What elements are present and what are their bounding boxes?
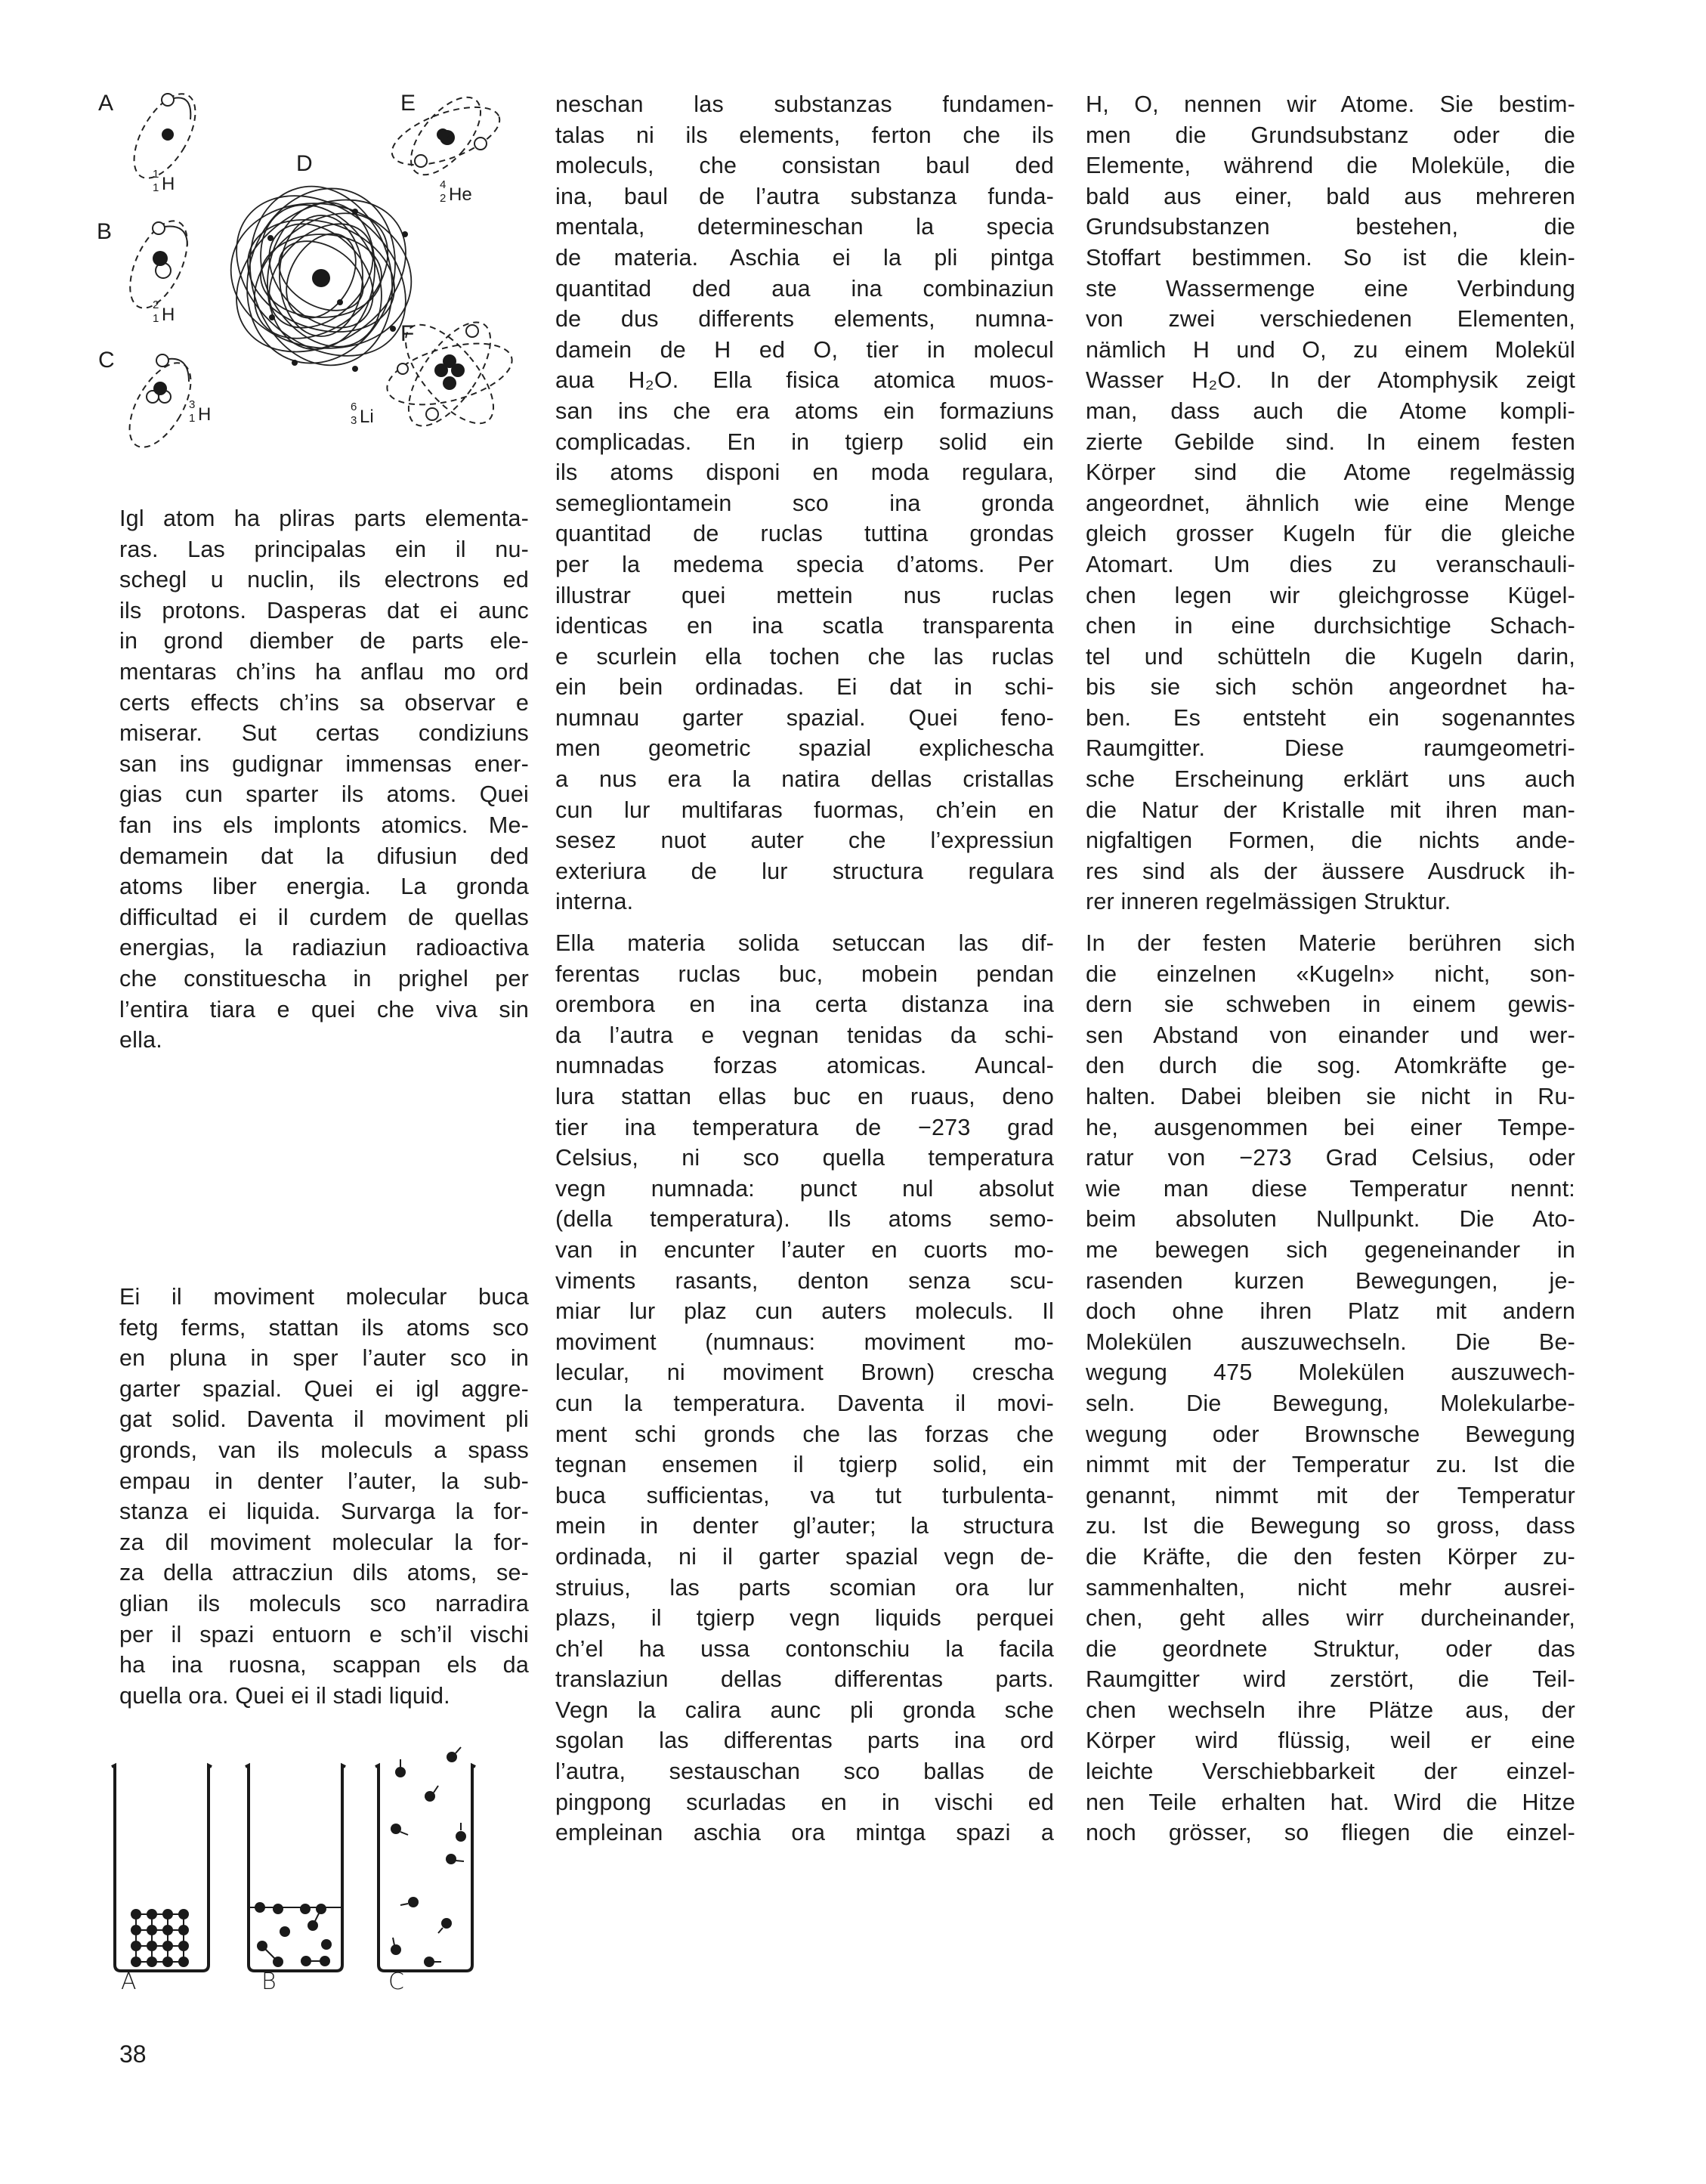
isotope-li6: 6 3 Li: [351, 401, 374, 427]
text-line: glian ils moleculs sco narradira: [119, 1590, 529, 1616]
text-line: identicas en ina scatla transparenta: [555, 613, 1054, 639]
text-line: mentaras ch’ins ha anflau mo ord: [119, 658, 529, 685]
text-line: neschan las substanzas fundamen-: [555, 91, 1054, 117]
text-line: sesez nuot auter che l’expressiun: [555, 828, 1054, 854]
text-line: demamein dat la difusiun ded: [119, 843, 529, 869]
text-line: van in encunter l’auter en cuorts mo-: [555, 1236, 1054, 1263]
text-line: lura stattan ellas buc en ruaus, deno: [555, 1084, 1054, 1109]
text-line: Wasser H₂O. In der Atomphysik zeigt: [1086, 367, 1575, 394]
text-line: nämlich H und O, zu einem Molekül: [1086, 336, 1575, 363]
text-line: res sind als der äussere Ausdruck ih-: [1086, 858, 1575, 884]
text-line: Raumgitter. Diese raumgeometri-: [1086, 735, 1575, 762]
text-line: empleinan aschia ora mintga spazi a: [555, 1820, 1054, 1846]
text-line: quantitad de ruclas tuttina grondas: [555, 521, 1054, 547]
text-line: ferentas ruclas buc, mobein pendan: [555, 961, 1054, 987]
text-line: bald aus einer, bald aus mehreren: [1086, 183, 1575, 209]
text-line: pingpong scurladas en in vischi ed: [555, 1789, 1054, 1815]
text-line: viments rasants, denton senza scu-: [555, 1267, 1054, 1294]
text-line: per la medema specia d’atoms. Per: [555, 551, 1054, 577]
text-line: leichte Verschiebbarkeit der einzel-: [1086, 1759, 1575, 1785]
text-line: gias cun sparter ils atoms. Quei: [119, 781, 529, 808]
text-line: fetg ferms, stattan ils atoms sco: [119, 1314, 529, 1341]
paragraph-gap: [1086, 917, 1575, 928]
text-line: me bewegen sich gegeneinander in: [1086, 1236, 1575, 1263]
left-column-para1: [119, 503, 529, 1056]
text-line: fan ins els implonts atomics. Me-: [119, 812, 529, 838]
middle-column-para2: [555, 928, 1054, 1848]
text-line: genannt, nimmt mit der Temperatur: [1086, 1482, 1575, 1508]
isotope-h1: 1 1 H: [153, 168, 175, 194]
middle-column-para1: [555, 89, 1054, 917]
text-line: ils atoms disponi en moda regulara,: [555, 459, 1054, 486]
text-line: chen legen wir gleichgrosse Kügel-: [1086, 582, 1575, 608]
text-line: moleculs, che consistan baul ded: [555, 153, 1054, 179]
text-line: sammenhalten, nicht mehr ausrei-: [1086, 1574, 1575, 1601]
text-line: empau in denter l’auter, la sub-: [119, 1468, 529, 1494]
text-line: den durch die sog. Atomkräfte ge-: [1086, 1053, 1575, 1079]
text-line: Vegn la calira aunc pli gronda sche: [555, 1697, 1054, 1723]
text-line: da l’autra e vegnan tenidas da schi-: [555, 1022, 1054, 1048]
text-line: die geordnete Struktur, oder das: [1086, 1635, 1575, 1662]
text-line: sche Erscheinung erklärt uns auch: [1086, 766, 1575, 793]
text-line: zu. Ist die Bewegung so gross, dass: [1086, 1513, 1575, 1539]
right-column-para1: [1086, 89, 1575, 917]
text-line: translaziun dellas differentas parts.: [555, 1666, 1054, 1693]
text-line: numnadas forzas atomicas. Auncal-: [555, 1053, 1054, 1079]
text-line: ella.: [119, 1027, 162, 1053]
text-line: difficultad ei il curdem de quellas: [119, 904, 529, 930]
text-line: sen Abstand von einander und wer-: [1086, 1022, 1575, 1048]
text-line: nigfaltigen Formen, die nichts ande-: [1086, 828, 1575, 854]
right-column: [1086, 89, 1575, 1848]
atom-models-drawing: [106, 76, 529, 499]
text-line: ina, baul de l’autra substanza funda-: [555, 183, 1054, 209]
text-line: orembora en ina certa distanza ina: [555, 991, 1054, 1018]
text-line: In der festen Materie berühren sich: [1086, 930, 1575, 957]
beakers-drawing: [106, 1738, 529, 1988]
figure-label-d: D: [296, 151, 313, 176]
text-line: Ella materia solida setuccan las dif-: [555, 930, 1054, 957]
text-line: noch grösser, so fliegen die einzel-: [1086, 1820, 1575, 1846]
text-line: che constituescha in prighel per: [119, 965, 529, 991]
text-line: tel und schütteln die Kugeln darin,: [1086, 643, 1575, 670]
text-line: e scurlein ella tochen che las ruclas: [555, 643, 1054, 670]
text-line: Grundsubstanzen bestehen, die: [1086, 214, 1575, 240]
text-line: von zwei verschiedenen Elementen,: [1086, 306, 1575, 333]
text-line: dern sie schweben in einem gewis-: [1086, 991, 1575, 1018]
text-line: za della attracziun dils atoms, se-: [119, 1560, 529, 1586]
text-line: beim absoluten Nullpunkt. Die Ato-: [1086, 1206, 1575, 1233]
text-line: garter spazial. Quei ei igl aggre-: [119, 1375, 529, 1402]
text-line: cun lur multifaras fuormas, ch’ein en: [555, 797, 1054, 823]
text-line: Körper sind die Atome regelmässig: [1086, 459, 1575, 486]
text-line: (della temperatura). Ils atoms semo-: [555, 1206, 1054, 1233]
text-line: ein bein ordinadas. Ei dat in schi-: [555, 674, 1054, 701]
text-line: tegnan ensemen il tgierp solid, ein: [555, 1452, 1054, 1478]
text-line: wie man diese Temperatur nennt:: [1086, 1175, 1575, 1202]
text-line: mein in denter gl’auter; la structura: [555, 1513, 1054, 1539]
text-line: damein de H ed O, tier in molecul: [555, 336, 1054, 363]
text-line: ordinada, ni il garter spazial vegn de-: [555, 1543, 1054, 1570]
text-line: die einzelnen «Kugeln» nicht, son-: [1086, 961, 1575, 987]
text-line: moviment (numnaus: moviment mo-: [555, 1329, 1054, 1355]
text-line: per il spazi entuorn e sch’il vischi: [119, 1621, 529, 1647]
text-line: ch’el ha ussa contonschiu la facila: [555, 1635, 1054, 1662]
middle-column: [555, 89, 1054, 1848]
text-line: numnau garter spazial. Quei feno-: [555, 704, 1054, 731]
text-line: ben. Es entsteht ein sogenanntes: [1086, 704, 1575, 731]
paragraph-gap: [555, 917, 1054, 928]
text-line: Ei il moviment molecular buca: [119, 1284, 529, 1310]
text-line: energias, la radiaziun radioactiva: [119, 935, 529, 961]
text-line: seln. Die Bewegung, Molekularbe-: [1086, 1390, 1575, 1416]
text-line: illustrar quei mettein nus ruclas: [555, 582, 1054, 608]
text-line: Igl atom ha pliras parts elementa-: [119, 506, 529, 531]
text-line: ste Wassermenge eine Verbindung: [1086, 275, 1575, 302]
figure-label-b: B: [97, 219, 113, 244]
page-number: 38: [119, 2040, 147, 2068]
text-line: miar lur plaz cun auters moleculs. Il: [555, 1298, 1054, 1325]
text-line: man, dass auch die Atome kompli-: [1086, 398, 1575, 424]
text-line: vegn numnada: punct nul absolut: [555, 1175, 1054, 1202]
text-line: Stoffart bestimmen. So ist die klein-: [1086, 244, 1575, 271]
text-line: chen wechseln ihre Plätze aus, der: [1086, 1697, 1575, 1723]
figure-label-c: C: [98, 348, 115, 373]
text-line: lecular, ni moviment Brown) crescha: [555, 1360, 1054, 1386]
figure-label-a: A: [98, 91, 114, 116]
text-line: san ins che era atoms ein formaziuns: [555, 398, 1054, 424]
figure-label-e: E: [400, 91, 416, 116]
text-line: plazs, il tgierp vegn liquids perquei: [555, 1605, 1054, 1632]
text-line: exteriura de lur structura regulara: [555, 858, 1054, 884]
text-line: angeordnet, ähnlich wie eine Menge: [1086, 490, 1575, 516]
text-line: Körper wird flüssig, weil er eine: [1086, 1728, 1575, 1754]
text-line: rasenden kurzen Bewegungen, je-: [1086, 1267, 1575, 1294]
text-line: men geometric spazial explichescha: [555, 735, 1054, 762]
text-line: stanza ei liquida. Survarga la for-: [119, 1499, 529, 1525]
states-of-matter-figure: [106, 1738, 529, 1995]
text-line: en pluna in sper l’auter sco in: [119, 1345, 529, 1372]
text-line: wegung oder Brownsche Bewegung: [1086, 1421, 1575, 1447]
text-line: mentala, determineschan la specia: [555, 214, 1054, 240]
text-line: de dus differents elements, numna-: [555, 306, 1054, 333]
text-line: de materia. Aschia ei la pli pintga: [555, 244, 1054, 271]
text-line: chen, geht alles wirr durcheinander,: [1086, 1605, 1575, 1632]
text-line: ment schi gronds che las forzas che: [555, 1421, 1054, 1447]
text-line: interna.: [555, 889, 634, 915]
text-line: in grond diember de parts ele-: [119, 628, 529, 654]
text-line: certs effects ch’ins sa observar e: [119, 689, 529, 716]
text-line: H, O, nennen wir Atome. Sie bestim-: [1086, 91, 1575, 117]
left-column-para2: [119, 1282, 529, 1711]
text-line: l’autra, sestauschan sco ballas de: [555, 1759, 1054, 1785]
text-line: complicadas. En in tgierp solid ein: [555, 428, 1054, 455]
text-line: quantitad ded aua ina combinaziun: [555, 275, 1054, 302]
text-line: buca sufficientas, va tut turbulenta-: [555, 1482, 1054, 1508]
text-line: a nus era la natira dellas cristallas: [555, 766, 1054, 793]
text-line: gleich grosser Kugeln für die gleiche: [1086, 521, 1575, 547]
text-line: ha ina ruosna, scappan els da: [119, 1652, 529, 1678]
text-line: zierte Gebilde sind. In einem festen: [1086, 428, 1575, 455]
right-column-para2: [1086, 928, 1575, 1848]
text-line: Elemente, während die Moleküle, die: [1086, 153, 1575, 179]
text-line: struius, las parts scomian ora lur: [555, 1574, 1054, 1601]
text-line: miserar. Sut certas condiziuns: [119, 720, 529, 747]
state-label-solid: A: [121, 1969, 137, 1995]
isotope-h2: 2 1 H: [153, 299, 175, 325]
text-line: rer inneren regelmässigen Struktur.: [1086, 889, 1451, 915]
atom-models-figure: [97, 76, 529, 499]
isotope-he4: 4 2 He: [440, 178, 472, 205]
text-line: die Kräfte, die den festen Körper zu-: [1086, 1543, 1575, 1570]
text-line: sgolan las differentas parts ina ord: [555, 1728, 1054, 1754]
text-line: nimmt mit der Temperatur zu. Ist die: [1086, 1452, 1575, 1478]
text-line: halten. Dabei bleiben sie nicht in Ru-: [1086, 1084, 1575, 1109]
text-line: Atomart. Um dies zu veranschauli-: [1086, 551, 1575, 577]
state-label-gas: C: [388, 1969, 404, 1995]
text-line: men die Grundsubstanz oder die: [1086, 122, 1575, 148]
text-line: ils protons. Dasperas dat ei aunc: [119, 597, 529, 623]
text-line: die Natur der Kristalle mit ihren man-: [1086, 797, 1575, 823]
text-line: wegung 475 Molekülen auszuwech-: [1086, 1360, 1575, 1386]
text-line: Molekülen auszuwechseln. Die Be-: [1086, 1329, 1575, 1355]
text-line: schegl u nuclin, ils electrons ed: [119, 567, 529, 593]
text-line: gat solid. Daventa il moviment pli: [119, 1406, 529, 1433]
text-line: Raumgitter wird zerstört, die Teil-: [1086, 1666, 1575, 1693]
isotope-h3: 3 1 H: [189, 398, 212, 425]
text-line: chen in eine durchsichtige Schach-: [1086, 613, 1575, 639]
text-line: za dil moviment molecular la for-: [119, 1529, 529, 1555]
text-line: talas ni ils elements, ferton che ils: [555, 122, 1054, 148]
text-line: doch ohne ihren Platz mit andern: [1086, 1298, 1575, 1325]
text-line: aua H₂O. Ella fisica atomica muos-: [555, 367, 1054, 394]
state-label-liquid: B: [261, 1969, 277, 1995]
text-line: quella ora. Quei ei il stadi liquid.: [119, 1682, 450, 1709]
text-line: ras. Las principalas ein il nu-: [119, 536, 529, 562]
text-line: gronds, van ils moleculs a spass: [119, 1437, 529, 1463]
text-line: san ins gudignar immensas ener-: [119, 750, 529, 777]
text-line: nen Teile erhalten hat. Wird die Hitze: [1086, 1789, 1575, 1815]
text-line: cun la temperatura. Daventa il movi-: [555, 1390, 1054, 1416]
text-line: he, ausgenommen bei einer Tempe-: [1086, 1114, 1575, 1140]
text-line: atoms liber energia. La gronda: [119, 874, 529, 900]
text-line: bis sie sich schön angeordnet ha-: [1086, 674, 1575, 701]
text-line: semegliontamein sco ina gronda: [555, 490, 1054, 516]
text-line: Celsius, ni sco quella temperatura: [555, 1145, 1054, 1171]
text-line: l’entira tiara e quei che viva sin: [119, 996, 529, 1022]
text-line: tier ina temperatura de −273 grad: [555, 1114, 1054, 1140]
figure-label-f: F: [400, 321, 415, 346]
text-line: ratur von −273 Grad Celsius, oder: [1086, 1145, 1575, 1171]
